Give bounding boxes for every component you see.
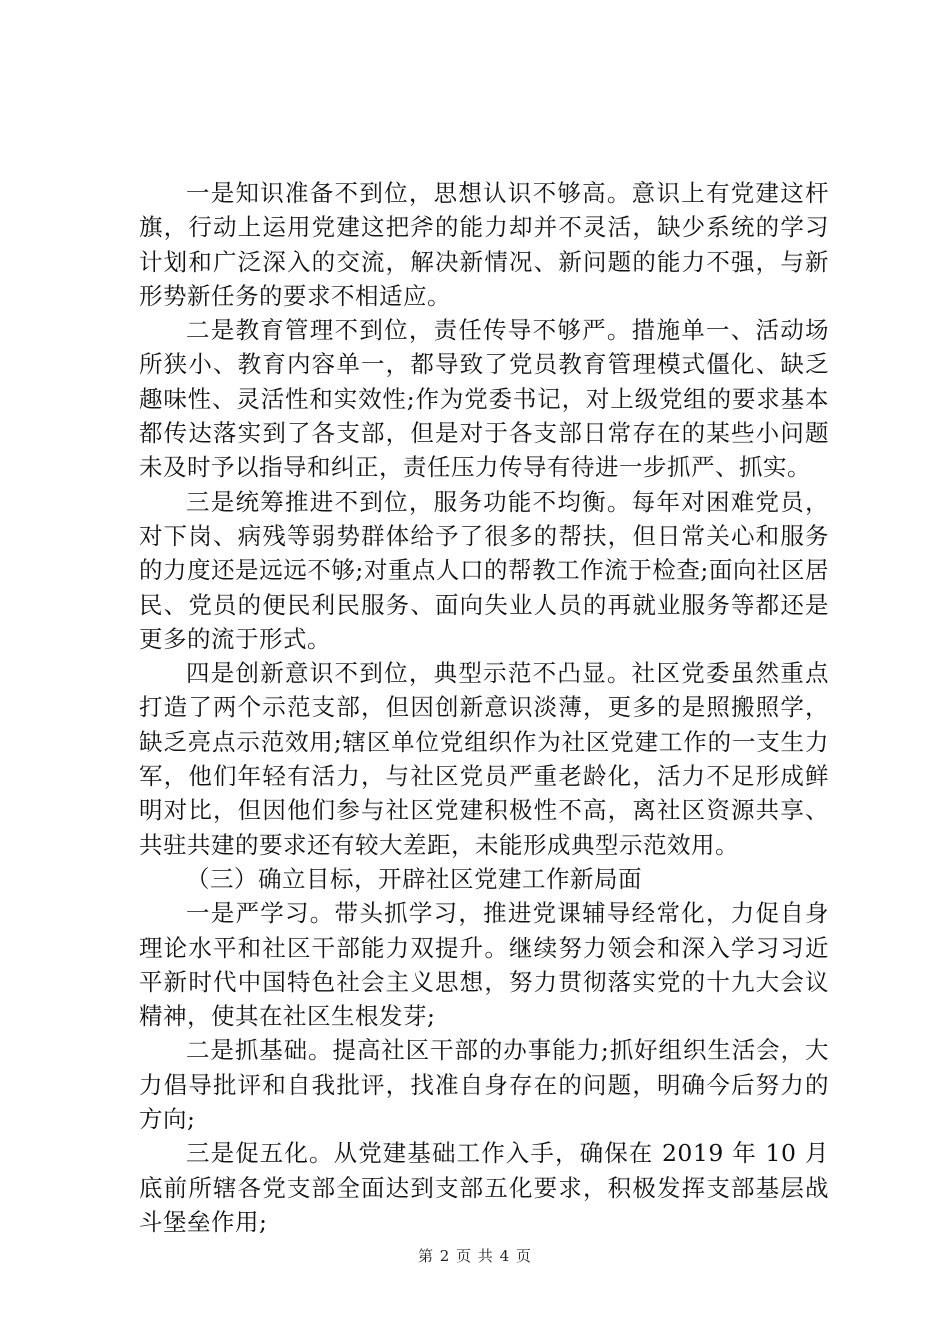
paragraph-coordination: 三是统筹推进不到位，服务功能不均衡。每年对困难党员，对下岗、病残等弱势群体给予了很多的帮扶，但日常关心和服务的力度还是远远不够;对重点人口的帮教工作流于检查;面向社区居民、党员的便民利民服务、面向失业人员的再就业服务等都还是更多的流于形式。 [139,487,829,653]
paragraph-study: 一是严学习。带头抓学习，推进党课辅导经常化，力促自身理论水平和社区干部能力双提升。继续努力领会和深入学习习近平新时代中国特色社会主义思想，努力贯彻落实党的十九大会议精神，使其在社区生根发芽; [139,899,829,1031]
document-body [139,176,829,1239]
paragraph-innovation: 四是创新意识不到位，典型示范不凸显。社区党委虽然重点打造了两个示范支部，但因创新意识淡薄，更多的是照搬照学，缺乏亮点示范效用;辖区单位党组织作为社区党建工作的一支生力军，他们年轻有活力，与社区党员严重老龄化，活力不足形成鲜明对比，但因他们参与社区党建积极性不高，离社区资源共享、共驻共建的要求还有较大差距，未能形成典型示范效用。 [139,659,829,859]
paragraph-knowledge: 一是知识准备不到位，思想认识不够高。意识上有党建这杆旗，行动上运用党建这把斧的能力却并不灵活，缺少系统的学习计划和广泛深入的交流，解决新情况、新问题的能力不强，与新形势新任务的要求不相适应。 [139,179,829,310]
section-heading: （三）确立目标，开辟社区党建工作新局面 [186,864,642,893]
paragraph-five-standards: 三是促五化。从党建基础工作入手，确保在 2019 年 10 月底前所辖各党支部全面达到支部五化要求，积极发挥支部基层战斗堡垒作用; [139,1139,829,1236]
page-footer: 第 2 页 共 4 页 [418,1247,532,1265]
paragraph-foundation: 二是抓基础。提高社区干部的办事能力;抓好组织生活会，大力倡导批评和自我批评，找准自身存在的问题，明确今后努力的方向; [139,1036,829,1134]
paragraph-education: 二是教育管理不到位，责任传导不够严。措施单一、活动场所狭小、教育内容单一，都导致了党员教育管理模式僵化、缺乏趣味性、灵活性和实效性;作为党委书记，对上级党组的要求基本都传达落实到了各支部，但是对于各支部日常存在的某些小问题未及时予以指导和纠正，责任压力传导有待进一步抓严、抓实。 [139,316,829,482]
